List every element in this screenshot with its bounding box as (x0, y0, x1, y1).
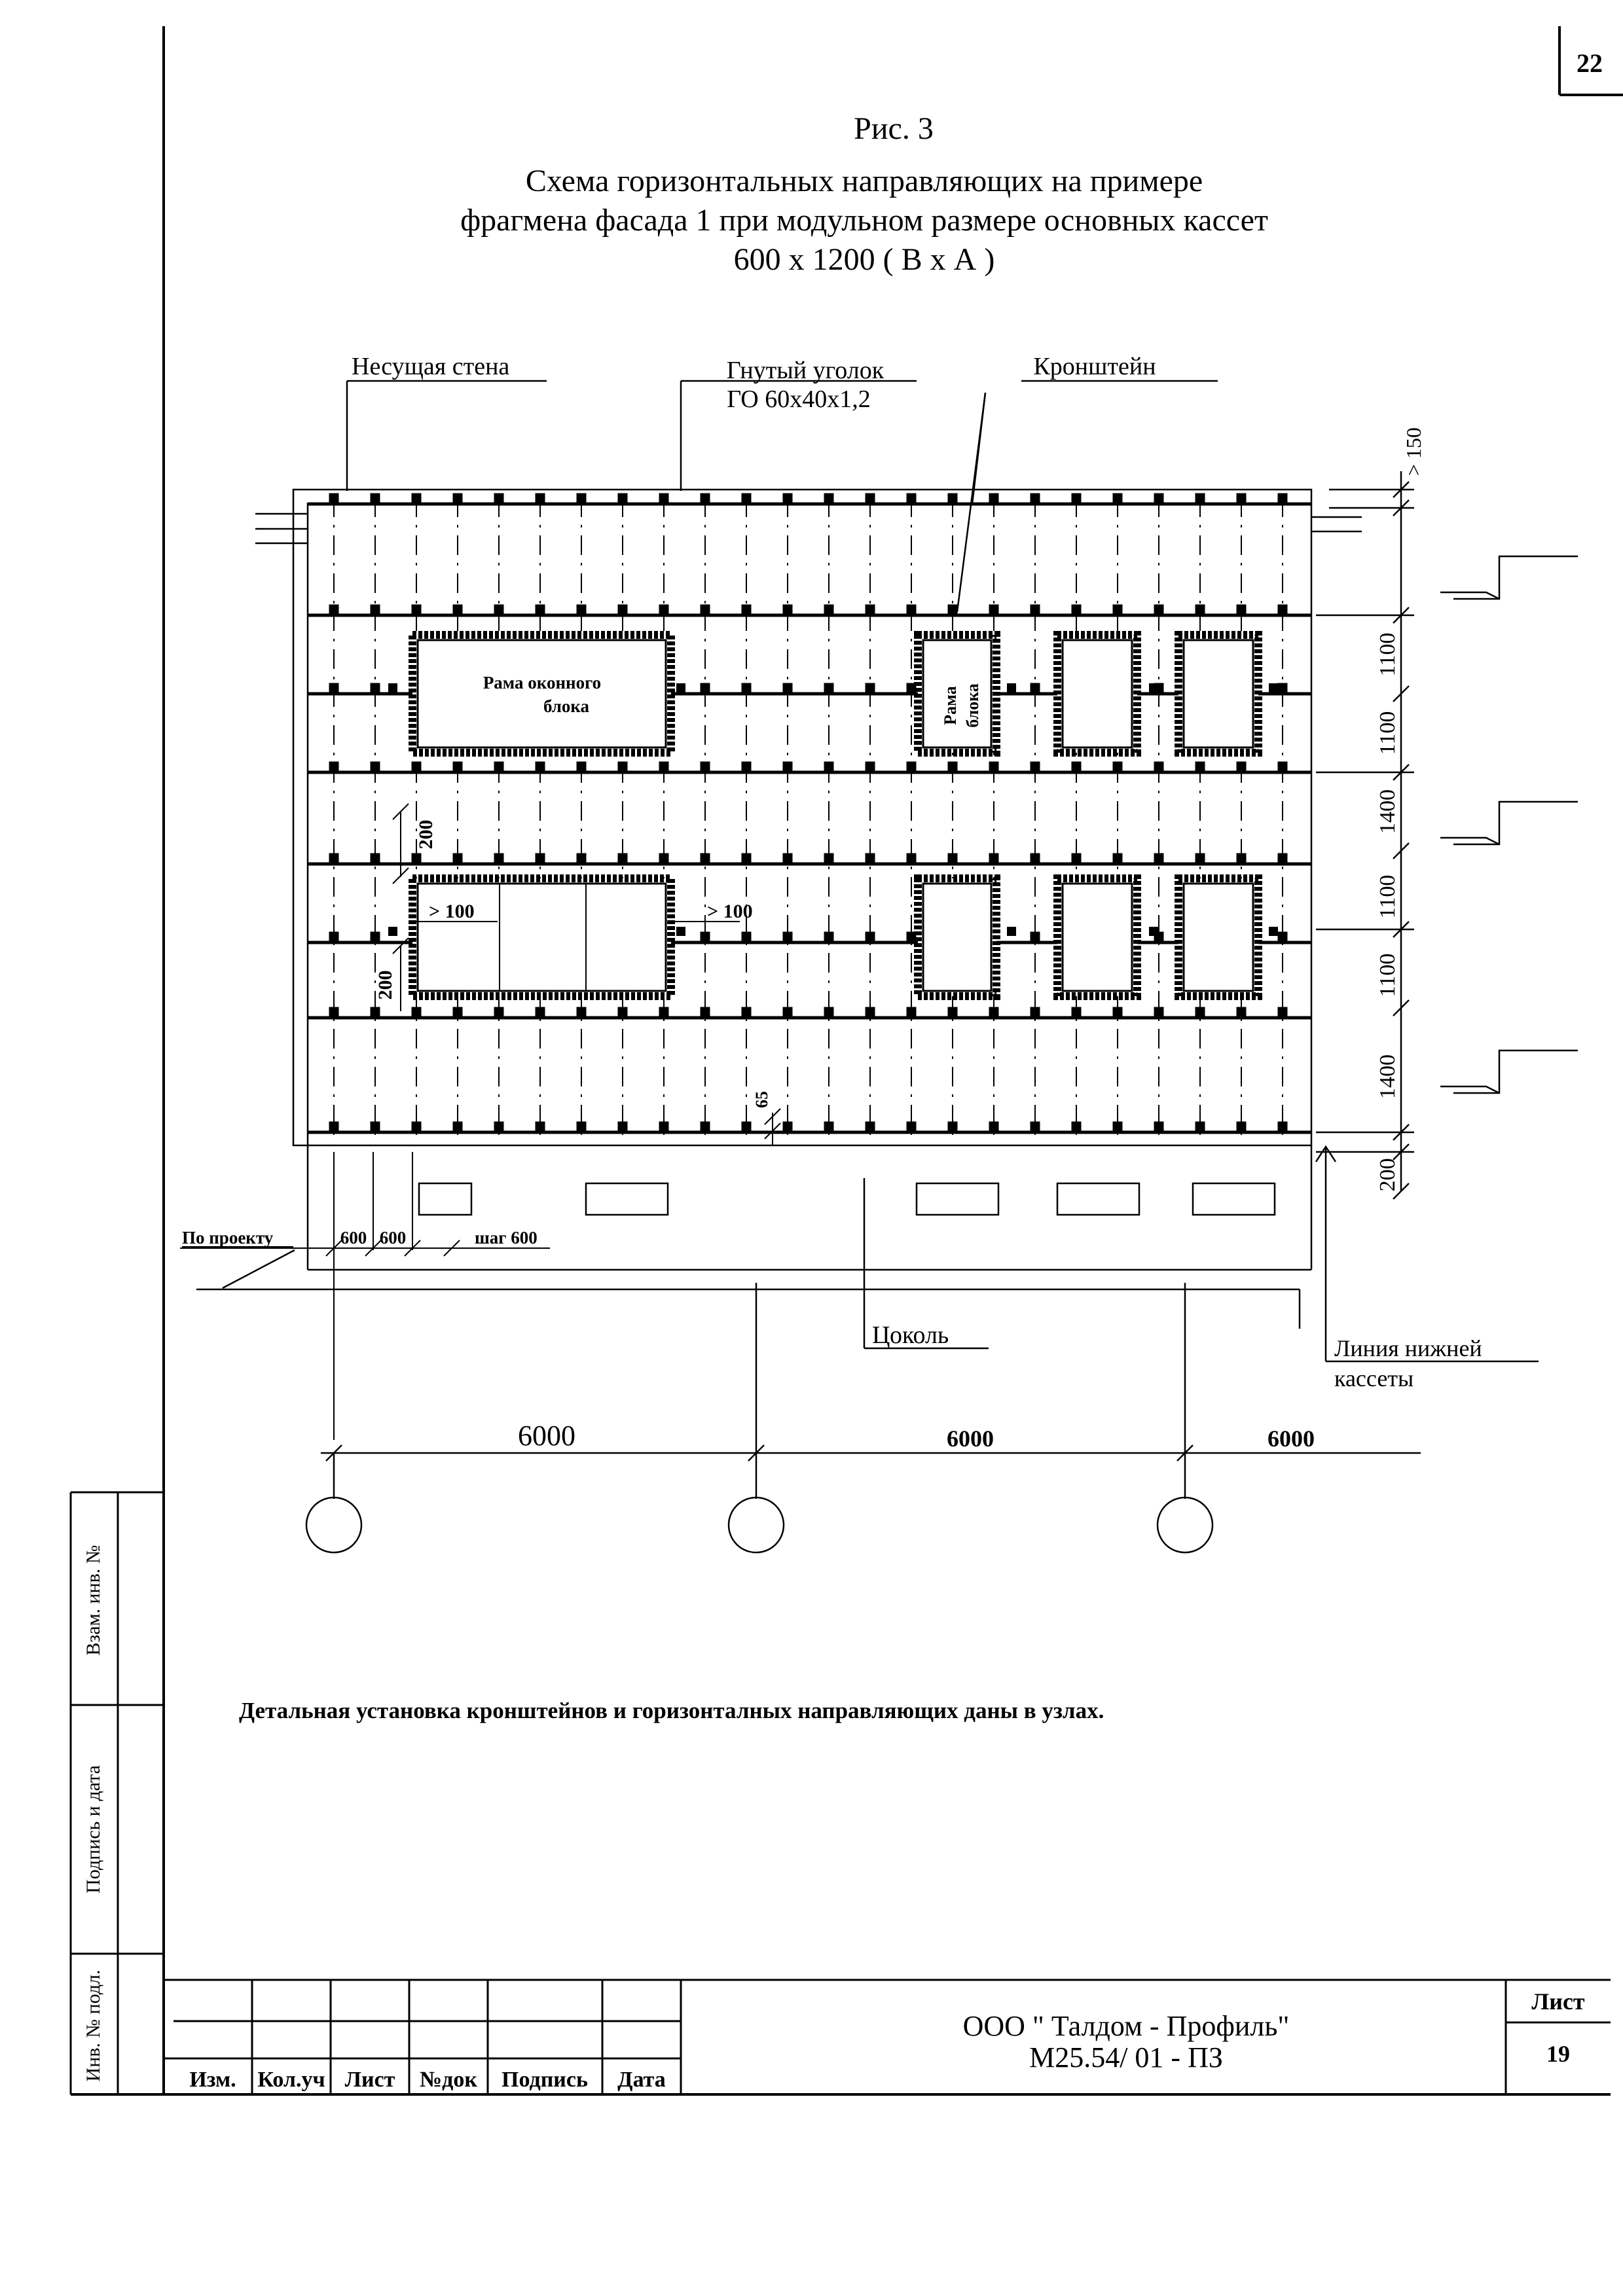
bracket (676, 927, 685, 936)
bracket (1278, 853, 1287, 863)
bracket (866, 1007, 875, 1016)
bracket (329, 493, 338, 503)
bracket (948, 762, 957, 771)
bracket (453, 762, 462, 771)
bracket (866, 683, 875, 692)
bracket (1030, 1007, 1040, 1016)
bracket (371, 605, 380, 614)
stamp-swap-inv: Взам. инв. № (82, 1545, 104, 1656)
bracket (1269, 927, 1278, 936)
bracket (659, 605, 668, 614)
bracket (824, 683, 833, 692)
dim-200-a: 200 (415, 819, 437, 850)
bracket (742, 683, 751, 692)
bracket (329, 683, 338, 692)
bracket (1072, 605, 1081, 614)
bracket (1030, 762, 1040, 771)
window-opening (1184, 640, 1253, 747)
bracket (453, 493, 462, 503)
bracket (1030, 932, 1040, 941)
bracket (907, 493, 916, 503)
bracket (371, 932, 380, 941)
bracket (907, 1122, 916, 1131)
bracket (1113, 493, 1122, 503)
bracket (989, 1122, 998, 1131)
bracket (783, 683, 792, 692)
label-by-project: По проекту (182, 1228, 274, 1247)
bracket (371, 1007, 380, 1016)
bracket (989, 493, 998, 503)
bracket (783, 932, 792, 941)
tb-sheet-label: Лист (1531, 1988, 1585, 2015)
brackets (329, 493, 1287, 1131)
bracket (989, 605, 998, 614)
window-frame-label-line1: Рама оконного (483, 673, 602, 692)
bracket (1195, 853, 1205, 863)
bracket (453, 853, 462, 863)
bracket (1278, 1007, 1287, 1016)
figure-label: Рис. 3 (854, 111, 934, 146)
callout-leaders (347, 381, 1218, 612)
bracket (989, 1007, 998, 1016)
figure-title-line1: Схема горизонтальных направляющих на примере (525, 164, 1203, 198)
bracket (1278, 932, 1287, 941)
bracket (907, 762, 916, 771)
bracket (1072, 1007, 1081, 1016)
bracket (824, 1122, 833, 1131)
bracket (1237, 1122, 1246, 1131)
bracket (1072, 853, 1081, 863)
bracket (1278, 1122, 1287, 1131)
bracket (536, 1007, 545, 1016)
bracket (659, 853, 668, 863)
bracket (1195, 605, 1205, 614)
bracket (453, 605, 462, 614)
bracket (1007, 683, 1016, 692)
bracket (388, 927, 397, 936)
bracket (676, 683, 685, 692)
dim-row-1: 1100 (1376, 632, 1400, 677)
bracket (1237, 605, 1246, 614)
bracket (1237, 762, 1246, 771)
bracket (371, 683, 380, 692)
dim-200-b: 200 (374, 970, 396, 1000)
bracket (948, 1122, 957, 1131)
bracket (907, 605, 916, 614)
bracket (783, 493, 792, 503)
bracket (948, 853, 957, 863)
bracket (618, 762, 627, 771)
bracket (1030, 683, 1040, 692)
bracket (948, 1007, 957, 1016)
bracket (659, 493, 668, 503)
bracket (1030, 853, 1040, 863)
bracket (1030, 493, 1040, 503)
bracket (618, 1007, 627, 1016)
axis-span-2: 6000 (947, 1426, 994, 1452)
bracket (453, 1122, 462, 1131)
bracket (494, 1007, 503, 1016)
tb-sheet-number: 19 (1546, 2041, 1570, 2067)
bracket (948, 493, 957, 503)
dim-gt100-a: > 100 (429, 901, 475, 922)
bracket (948, 605, 957, 614)
dim-row-5: 1100 (1376, 953, 1400, 997)
bracket (1113, 762, 1122, 771)
bracket (989, 762, 998, 771)
bracket (1072, 493, 1081, 503)
bracket (618, 1122, 627, 1131)
bracket (742, 932, 751, 941)
bracket (742, 853, 751, 863)
bracket (329, 762, 338, 771)
bracket (1030, 1122, 1040, 1131)
column-dimensions (180, 1152, 550, 1440)
callout-bottom-line-1: Линия нижней (1334, 1335, 1482, 1361)
bracket (742, 1122, 751, 1131)
bracket (412, 1122, 421, 1131)
small-frame-label-line1: Рама (941, 686, 960, 725)
figure-title-line3: 600 х 1200 ( В х А ) (733, 242, 995, 277)
bracket (866, 1122, 875, 1131)
bracket (783, 762, 792, 771)
bracket (1195, 493, 1205, 503)
axis-bubble-1 (306, 1498, 361, 1552)
callout-plinth: Цоколь (872, 1321, 949, 1349)
bracket (824, 493, 833, 503)
callout-bracket: Кронштейн (1033, 353, 1156, 380)
bracket (824, 932, 833, 941)
bracket (412, 853, 421, 863)
dim-600-b: 600 (379, 1228, 407, 1247)
bracket (577, 853, 586, 863)
bracket (1278, 605, 1287, 614)
bracket (1007, 927, 1016, 936)
bracket (371, 1122, 380, 1131)
dim-top-clearance: > 150 (1402, 427, 1425, 476)
bracket (577, 1122, 586, 1131)
bracket (1154, 1007, 1163, 1016)
bracket (1237, 1007, 1246, 1016)
bracket (659, 762, 668, 771)
bracket (866, 605, 875, 614)
bracket (1195, 1122, 1205, 1131)
tb-doc-code: М25.54/ 01 - ПЗ (1029, 2041, 1223, 2073)
bracket (1030, 605, 1040, 614)
bracket (701, 605, 710, 614)
callout-angle-line1: Гнутый уголок (726, 357, 884, 384)
bracket (1269, 683, 1278, 692)
bracket (1278, 493, 1287, 503)
bracket (1154, 605, 1163, 614)
tb-header-izm: Изм. (189, 2068, 236, 2092)
bracket (388, 683, 397, 692)
tb-header-data: Дата (617, 2068, 666, 2092)
bracket (536, 1122, 545, 1131)
bracket (1154, 493, 1163, 503)
axis-span-3: 6000 (1267, 1426, 1315, 1452)
window-opening (1184, 884, 1253, 991)
window-opening (1063, 640, 1132, 747)
bracket (824, 853, 833, 863)
tb-header-podpis: Подпись (501, 2068, 588, 2092)
right-dimension-chain (1316, 471, 1578, 1199)
bracket (783, 1007, 792, 1016)
tb-header-list: Лист (344, 2068, 395, 2092)
bracket (329, 1122, 338, 1131)
bracket (701, 853, 710, 863)
dim-row-4: 1100 (1376, 874, 1400, 919)
dim-gt100-b: > 100 (707, 901, 753, 922)
axis-bubble-3 (1158, 1498, 1213, 1552)
bracket (453, 1007, 462, 1016)
bracket (329, 932, 338, 941)
bracket (701, 1007, 710, 1016)
dim-bottom: 200 (1376, 1158, 1400, 1192)
bracket (824, 762, 833, 771)
bracket (866, 762, 875, 771)
bracket (494, 493, 503, 503)
bracket (371, 762, 380, 771)
stamp-inv-orig: Инв. № подл. (82, 1969, 104, 2082)
bracket (866, 853, 875, 863)
bracket (577, 493, 586, 503)
bracket (659, 1122, 668, 1131)
bracket (1195, 1007, 1205, 1016)
bracket (1154, 1122, 1163, 1131)
bracket (742, 762, 751, 771)
bracket (536, 853, 545, 863)
bracket (742, 1007, 751, 1016)
bracket (1154, 762, 1163, 771)
bracket (907, 1007, 916, 1016)
bracket (1113, 1122, 1122, 1131)
dim-row-3: 1400 (1376, 789, 1400, 834)
tb-header-kol: Кол.уч (257, 2068, 325, 2092)
callout-wall: Несущая стена (352, 353, 510, 380)
window-opening (923, 884, 991, 991)
bracket (1072, 1122, 1081, 1131)
bracket (412, 1007, 421, 1016)
bracket (412, 493, 421, 503)
window-opening (418, 640, 666, 747)
tb-company: ООО " Талдом - Профиль" (962, 2010, 1290, 2042)
facade-drawing (255, 490, 1362, 1270)
bracket (577, 1007, 586, 1016)
bracket (1237, 493, 1246, 503)
axis-span-1: 6000 (518, 1420, 575, 1452)
callout-angle-line2: ГО 60х40х1,2 (727, 386, 871, 413)
bracket (701, 932, 710, 941)
tb-header-ndok: №док (420, 2068, 477, 2092)
plinth-area (196, 1147, 1539, 1361)
label-step-600: шаг 600 (475, 1228, 538, 1247)
bracket (824, 1007, 833, 1016)
stamp-sign-date: Подпись и дата (82, 1765, 104, 1893)
bracket (1195, 762, 1205, 771)
bracket (577, 605, 586, 614)
vertical-grid-lines (334, 497, 1283, 1142)
bracket (618, 853, 627, 863)
small-frame-label-line2: блока (963, 683, 982, 728)
bracket (412, 762, 421, 771)
bracket (329, 605, 338, 614)
bracket (701, 1122, 710, 1131)
bracket (494, 605, 503, 614)
bracket (989, 853, 998, 863)
bracket (742, 493, 751, 503)
bracket (1278, 683, 1287, 692)
bracket (1113, 1007, 1122, 1016)
bracket (329, 1007, 338, 1016)
window-opening (1063, 884, 1132, 991)
bracket (1154, 853, 1163, 863)
bracket (742, 605, 751, 614)
bracket (494, 1122, 503, 1131)
bracket (371, 853, 380, 863)
dim-row-2: 1100 (1376, 711, 1400, 755)
dim-65: 65 (752, 1091, 771, 1108)
bracket (1113, 853, 1122, 863)
bracket (329, 853, 338, 863)
bracket (701, 493, 710, 503)
bracket (371, 493, 380, 503)
bracket (536, 605, 545, 614)
bracket (659, 1007, 668, 1016)
page-number: 22 (1577, 48, 1603, 78)
bracket (536, 493, 545, 503)
bracket (1149, 683, 1158, 692)
figure-title-line2: фрагмена фасада 1 при модульном размере основных кассет (460, 203, 1268, 238)
dim-600-a: 600 (340, 1228, 367, 1247)
bracket (783, 1122, 792, 1131)
bracket (866, 493, 875, 503)
bracket (1149, 927, 1158, 936)
bracket (618, 605, 627, 614)
bracket (824, 605, 833, 614)
bracket (536, 762, 545, 771)
bracket (494, 762, 503, 771)
bracket (701, 762, 710, 771)
bracket (1278, 762, 1287, 771)
bracket (618, 493, 627, 503)
bracket (907, 853, 916, 863)
bracket (783, 853, 792, 863)
bracket (1113, 605, 1122, 614)
bracket (494, 853, 503, 863)
bracket (866, 932, 875, 941)
bracket (1072, 762, 1081, 771)
window-opening (418, 884, 666, 991)
axis-bubble-2 (729, 1498, 784, 1552)
dim-row-6: 1400 (1376, 1054, 1400, 1099)
bracket (1237, 853, 1246, 863)
bracket (412, 605, 421, 614)
window-frame-label-line2: блока (543, 696, 590, 716)
bracket (577, 762, 586, 771)
note-text: Детальная установка кронштейнов и горизонталных направляющих даны в узлах. (239, 1698, 1104, 1723)
bracket (783, 605, 792, 614)
callout-bottom-line-2: кассеты (1334, 1365, 1414, 1391)
bracket (701, 683, 710, 692)
